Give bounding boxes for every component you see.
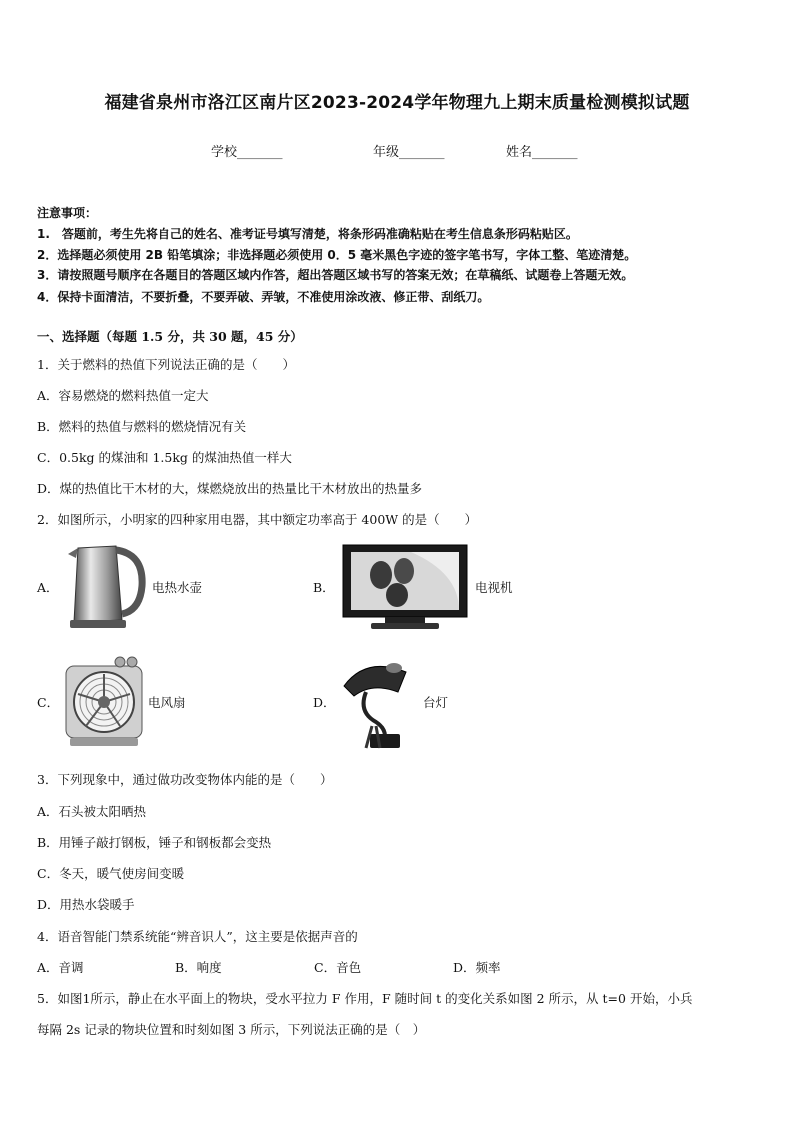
q4-option-d: D．频率 xyxy=(453,960,501,975)
q2-option-b-label: 电视机 xyxy=(475,580,513,595)
q3-option-c: C．冬天，暖气使房间变暖 xyxy=(37,866,185,881)
q1-option-c: C．0.5kg 的煤油和 1.5kg 的煤油热值一样大 xyxy=(37,450,292,465)
question-4-stem: 4．语音智能门禁系统能“辨音识人”，这主要是依据声音的 xyxy=(37,929,358,944)
q2-option-c-letter: C． xyxy=(37,695,60,710)
note-item: 2．选择题必须使用 2B 铅笔填涂；非选择题必须使用 0．5 毫米黑色字迹的签字笔书写，字体工整、笔迹清楚。 xyxy=(37,248,637,262)
section-heading: 一、选择题（每题 1.5 分，共 30 题，45 分） xyxy=(37,329,303,344)
school-field: 学校_______ xyxy=(211,145,283,160)
q2-option-a-label: 电热水壶 xyxy=(152,580,203,595)
q4-option-c: C．音色 xyxy=(314,960,362,975)
tv-icon xyxy=(341,543,469,631)
q2-option-d-label: 台灯 xyxy=(423,695,449,710)
question-1-stem: 1．关于燃料的热值下列说法正确的是（ ） xyxy=(37,357,295,372)
q2-option-c-label: 电风扇 xyxy=(148,695,186,710)
note-item: 4．保持卡面清洁，不要折叠，不要弄破、弄皱，不准使用涂改液、修正带、刮纸刀。 xyxy=(37,290,490,304)
q1-option-a: A．容易燃烧的燃料热值一定大 xyxy=(37,388,209,403)
desk-lamp-icon xyxy=(336,652,420,752)
q1-option-b: B．燃料的热值与燃料的燃烧情况有关 xyxy=(37,419,247,434)
grade-field: 年级_______ xyxy=(373,145,445,160)
fan-icon xyxy=(62,654,146,748)
q3-option-a: A．石头被太阳晒热 xyxy=(37,804,147,819)
q4-option-b: B．响度 xyxy=(175,960,222,975)
note-item: 3．请按照题号顺序在各题目的答题区域内作答，超出答题区域书写的答案无效；在草稿纸、试题卷上答题无效。 xyxy=(37,268,634,282)
q3-option-b: B．用锤子敲打钢板，锤子和钢板都会变热 xyxy=(37,835,272,850)
name-field: 姓名_______ xyxy=(506,145,578,160)
note-item: 1. 答题前，考生先将自己的姓名、准考证号填写清楚，将条形码准确粘贴在考生信息条形码粘贴区。 xyxy=(37,227,578,241)
question-2-stem: 2．如图所示，小明家的四种家用电器，其中额定功率高于 400W 的是（ ） xyxy=(37,512,478,527)
q2-option-d-letter: D． xyxy=(313,695,336,710)
q2-option-a-letter: A． xyxy=(37,580,59,595)
kettle-icon xyxy=(64,540,150,630)
q2-option-b-letter: B． xyxy=(313,580,335,595)
q4-option-a: A．音调 xyxy=(37,960,84,975)
question-5-stem-line1: 5．如图1所示，静止在水平面上的物块，受水平拉力 F 作用，F 随时间 t 的变化关系如图 2 所示，从 t=0 开始，小兵 xyxy=(37,991,693,1006)
q3-option-d: D．用热水袋暖手 xyxy=(37,897,135,912)
question-5-stem-line2: 每隔 2s 记录的物块位置和时刻如图 3 所示，下列说法正确的是（ ） xyxy=(37,1022,426,1037)
question-3-stem: 3．下列现象中，通过做功改变物体内能的是（ ） xyxy=(37,772,333,787)
q1-option-d: D．煤的热值比干木材的大，煤燃烧放出的热量比干木材放出的热量多 xyxy=(37,481,423,496)
page-title: 福建省泉州市洛江区南片区2023-2024学年物理九上期末质量检测模拟试题 xyxy=(104,93,690,113)
notes-heading: 注意事项： xyxy=(37,206,98,220)
